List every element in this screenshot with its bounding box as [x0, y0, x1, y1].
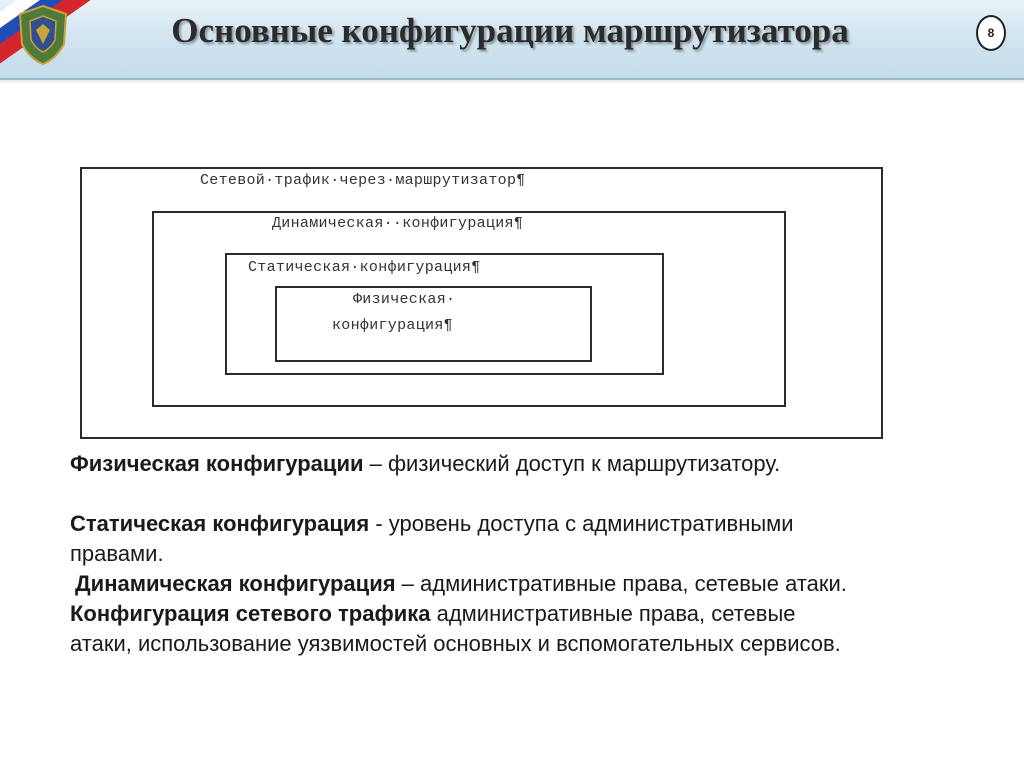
diagram-dynamic-label: Динамическая··конфигурация¶ — [272, 215, 524, 232]
description-physical — [70, 449, 850, 479]
description-block — [70, 449, 850, 659]
term-physical: Физическая конфигурации — [70, 451, 364, 476]
header-shadow — [0, 78, 1024, 84]
slide-title: Основные конфигурации маршрутизатора — [171, 11, 849, 50]
diagram-static-label: Статическая·конфигурация¶ — [248, 259, 481, 276]
description-dynamic — [70, 569, 850, 599]
description-static — [70, 509, 850, 569]
diagram-physical-label-line2: конфигурация¶ — [332, 317, 453, 334]
emblem-icon — [16, 4, 70, 66]
paragraph-gap — [70, 479, 850, 509]
term-traffic: Конфигурация сетевого трафика — [70, 601, 431, 626]
text-static: - уровень доступа с административными правами. — [70, 511, 794, 566]
description-traffic — [70, 599, 850, 659]
diagram-traffic-label: Сетевой·трафик·через·маршрутизатор¶ — [200, 172, 526, 189]
text-dynamic: – административные права, сетевые атаки. — [395, 571, 847, 596]
text-physical: – физический доступ к маршрутизатору. — [363, 451, 781, 476]
term-dynamic: Динамическая конфигурация — [75, 571, 396, 596]
text-traffic: административные права, сетевые атаки, использование уязвимостей основных и вспомогательных сервисов. — [70, 601, 841, 656]
slide-header — [0, 0, 1024, 80]
page-number-badge: 8 — [976, 15, 1006, 51]
term-static: Статическая конфигурация — [70, 511, 370, 536]
diagram-physical-label-line1: Физическая· — [353, 291, 456, 308]
